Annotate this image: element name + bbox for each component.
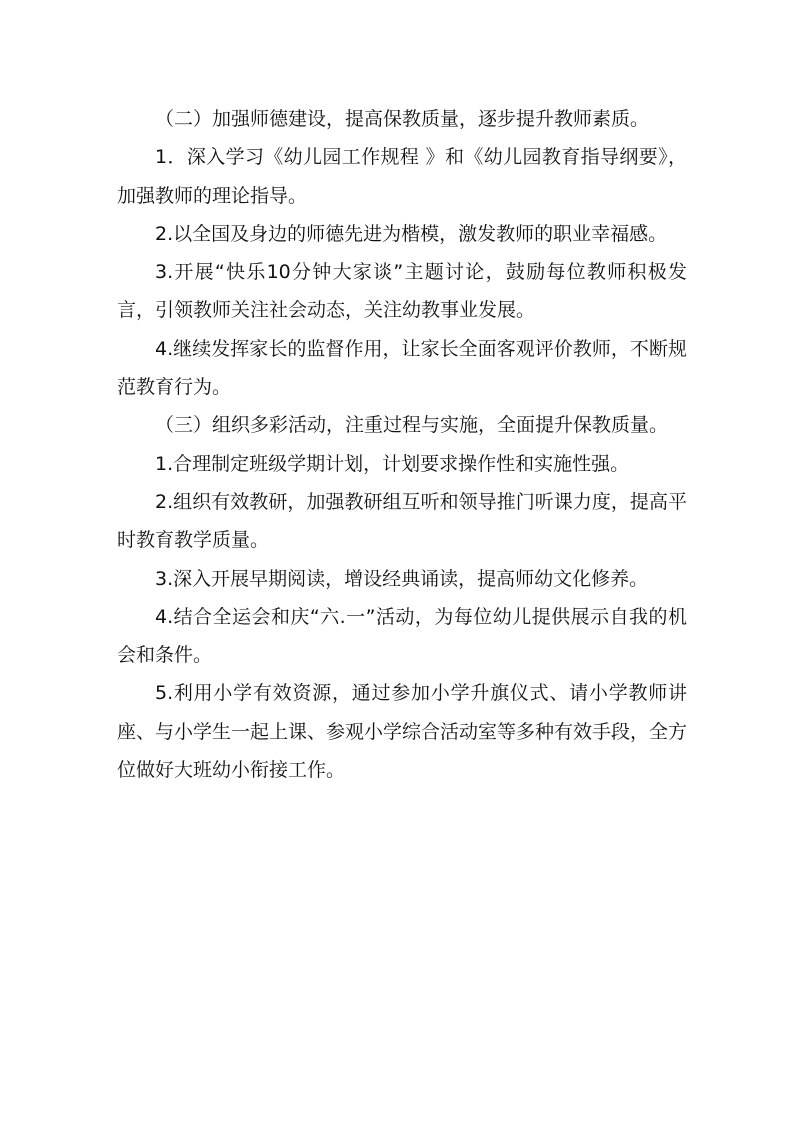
list-item: 5.利用小学有效资源，通过参加小学升旗仪式、请小学教师讲座、与小学生一起上课、参观小学综合活动室等多种有效手段，全方位做好大班幼小衔接工作。 xyxy=(117,682,688,782)
list-item: 4.结合全运会和庆“六.一”活动，为每位幼儿提供展示自我的机会和条件。 xyxy=(117,605,687,667)
section-heading-2: （二）加强师德建设，提高保教质量，逐步提升教师素质。 xyxy=(155,108,650,130)
list-item: 3.深入开展早期阅读，增设经典诵读，提高师幼文化修养。 xyxy=(155,567,649,590)
list-item: 2.以全国及身边的师德先进为楷模，激发教师的职业幸福感。 xyxy=(155,222,668,245)
list-item: 4.继续发挥家长的监督作用，让家长全面客观评价教师，不断规范教育行为。 xyxy=(117,337,687,399)
list-item: 1.合理制定班级学期计划，计划要求操作性和实施性强。 xyxy=(155,452,630,475)
list-item: 3.开展“快乐10分钟大家谈”主题讨论，鼓励每位教师积极发言，引领教师关注社会动态，关注幼教事业发展。 xyxy=(117,261,687,322)
section-heading-3: （三）组织多彩活动，注重过程与实施，全面提升保教质量。 xyxy=(155,414,669,437)
list-item: 1．深入学习《幼儿园工作规程 》和《幼儿园教育指导纲要》，加强教师的理论指导。 xyxy=(117,146,687,207)
document-body xyxy=(117,100,687,789)
list-item: 2.组织有效教研，加强教研组互听和领导推门听课力度，提高平时教育教学质量。 xyxy=(117,490,687,552)
